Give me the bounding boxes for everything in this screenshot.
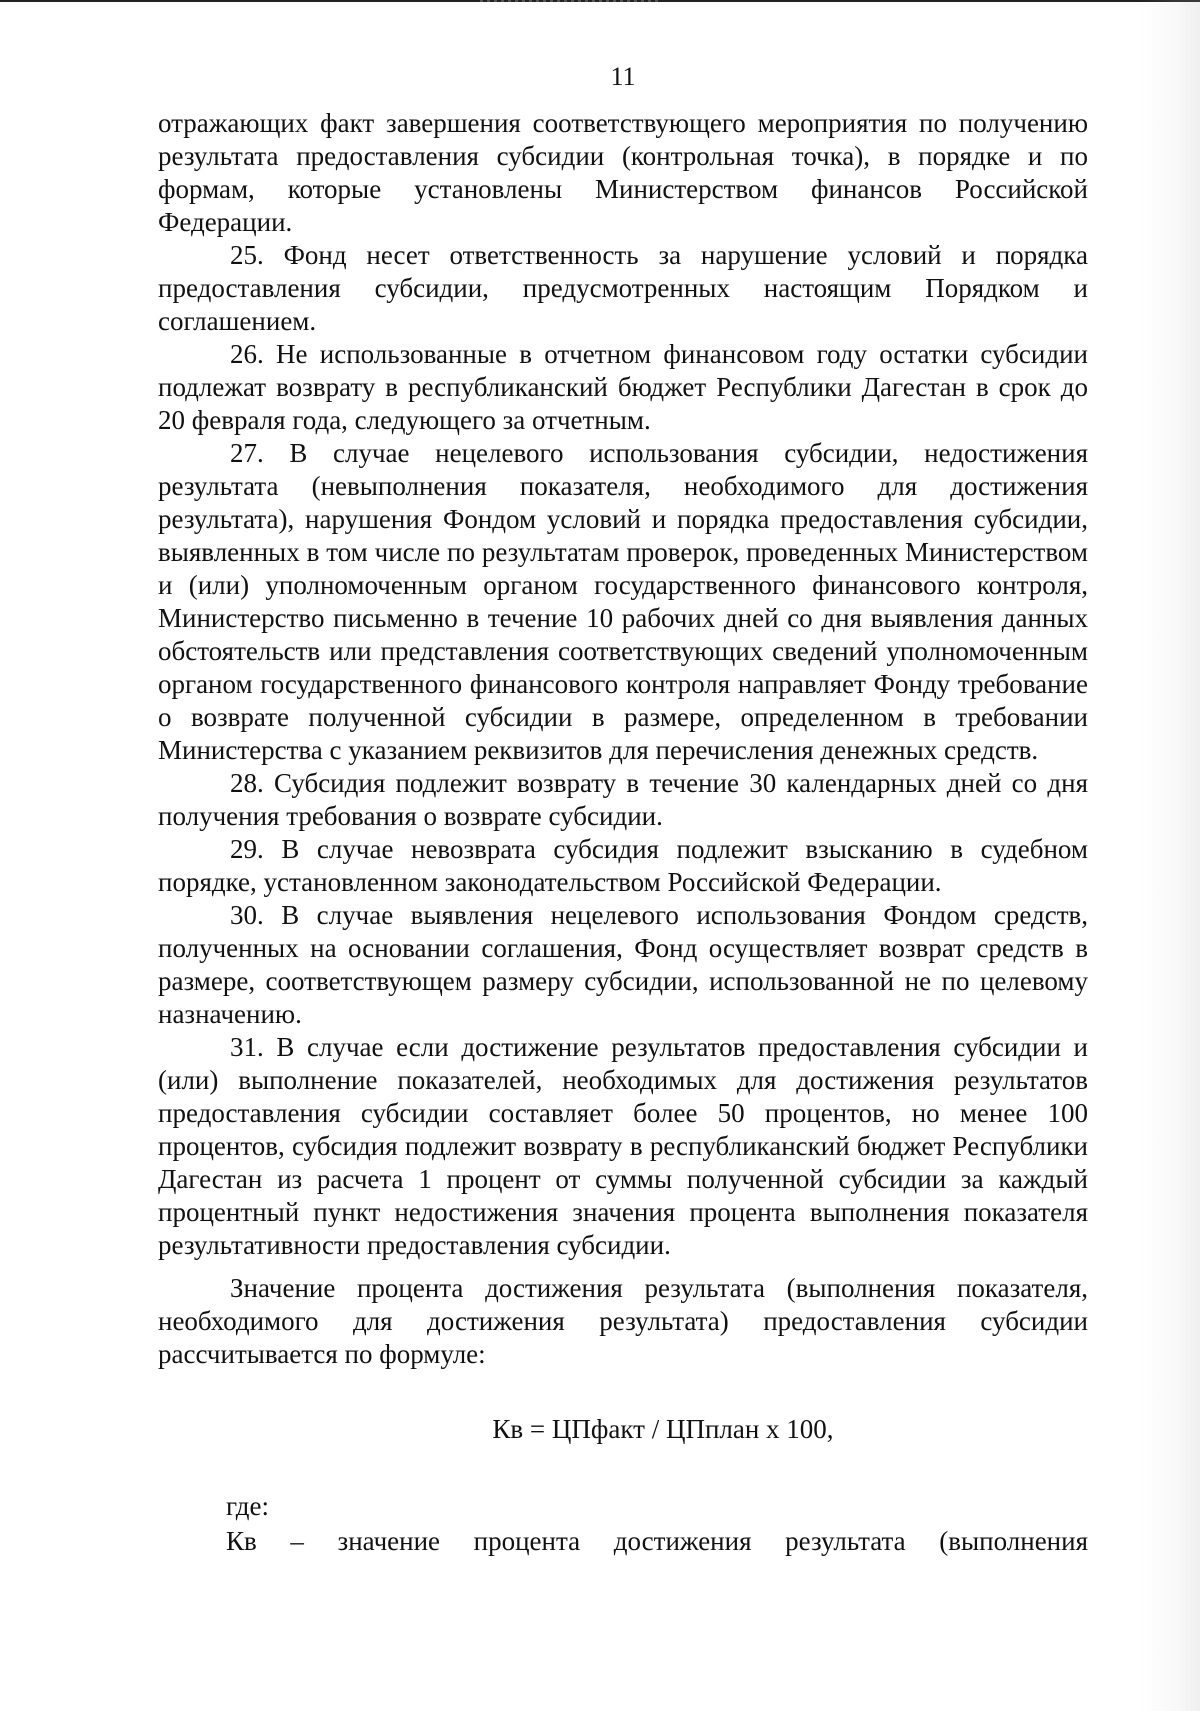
scan-dash-mark (480, 0, 660, 2)
page-number: 11 (610, 62, 636, 91)
document-page (158, 60, 1088, 1558)
paragraph-28: 28. Субсидия подлежит возврату в течение 30 календарных дней со дня получения требования о возврате субсидии. (158, 768, 1088, 831)
paragraph-continuation: отражающих факт завершения соответствующего мероприятия по получению результата предоставления субсидии (контрольная точка), в порядке и по формам, которые установлены Министерством финансов Российской Федерации. (158, 108, 1088, 237)
paragraph-29: 29. В случае невозврата субсидия подлежит взысканию в судебном порядке, установленном законодательством Российской Федерации. (158, 834, 1088, 897)
paragraph-27: 27. В случае нецелевого использования субсидии, недостижения результата (невыполнения показателя, необходимого для достижения результата), нарушения Фондом условий и порядка предоставления субсидии, выявленных в том числе по результатам проверок, проведенных Министерством и (или) уполномоченным органом государственного финансового контроля, Министерство письменно в течение 10 рабочих дней со дня выявления данных обстоятельств или представления соответствующих сведений уполномоченным органом государственного финансового контроля направляет Фонду требование о возврате полученной субсидии в размере, определенном в требовании Министерства с указанием реквизитов для перечисления денежных средств. (158, 438, 1088, 765)
formula: Кв = ЦПфакт / ЦПплан x 100, (492, 1414, 834, 1444)
paragraph-25: 25. Фонд несет ответственность за нарушение условий и порядка предоставления субсидии, предусмотренных настоящим Порядком и соглашением. (158, 240, 1088, 336)
definition-kv: Кв – значение процента достижения результата (выполнения (226, 1526, 1088, 1556)
paragraph-31: 31. В случае если достижение результатов предоставления субсидии и (или) выполнение показателей, необходимых для достижения результатов предоставления субсидии составляет более 50 процентов, но менее 100 процентов, субсидия подлежит возврату в республиканский бюджет Республики Дагестан из расчета 1 процент от суммы полученной субсидии за каждый процентный пункт недостижения значения процента выполнения показателя результативности предоставления субсидии. (158, 1032, 1088, 1260)
scan-right-shadow (1140, 0, 1200, 1711)
paragraph-formula-intro: Значение процента достижения результата (выполнения показателя, необходимого для достижения результата) предоставления субсидии рассчитывается по формуле: (158, 1273, 1088, 1369)
where-label: где: (226, 1491, 269, 1521)
paragraph-26: 26. Не использованные в отчетном финансовом году остатки субсидии подлежат возврату в республиканский бюджет Республики Дагестан в срок до 20 февраля года, следующего за отчетным. (158, 339, 1088, 435)
paragraph-30: 30. В случае выявления нецелевого использования Фондом средств, полученных на основании соглашения, Фонд осуществляет возврат средств в размере, соответствующем размеру субсидии, использованной не по целевому назначению. (158, 900, 1088, 1029)
